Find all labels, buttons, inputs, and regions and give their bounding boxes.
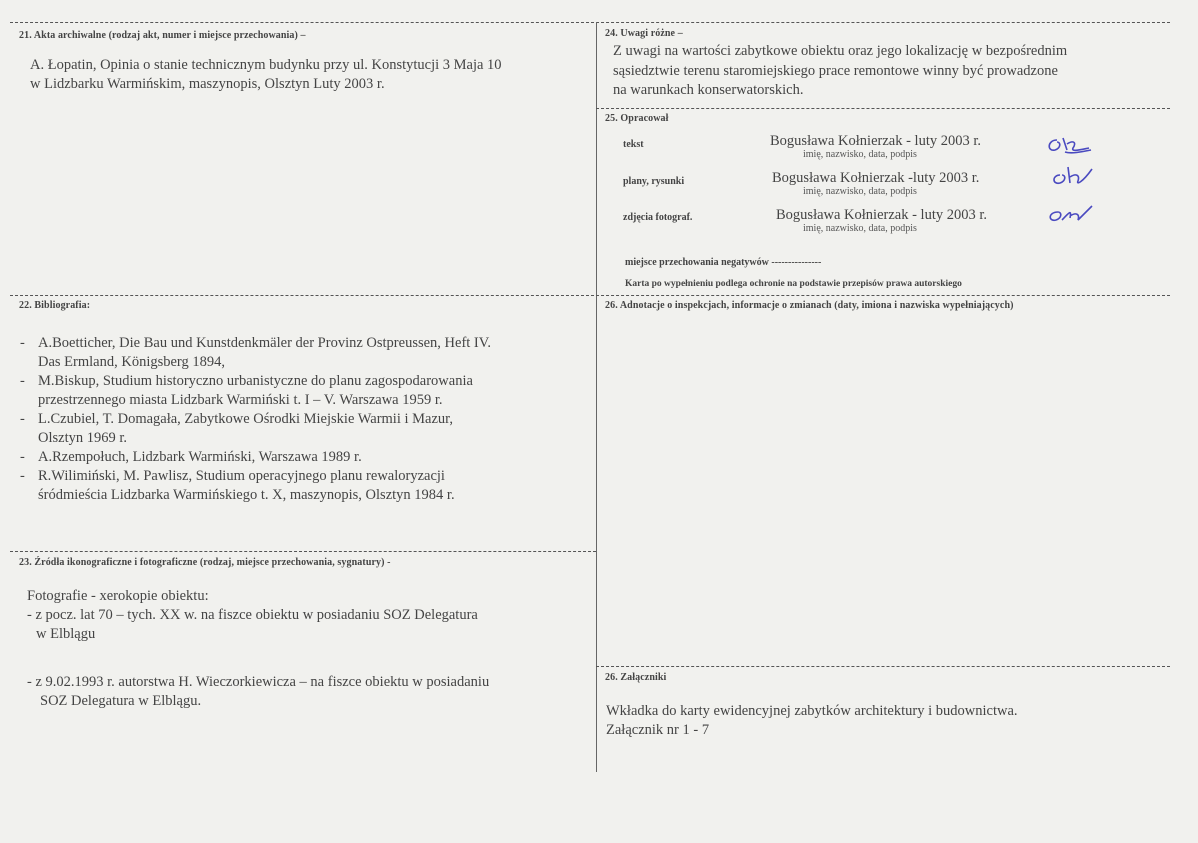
author-row-photos-hint: imię, nazwisko, data, podpis	[803, 223, 917, 234]
author-row-text-hint: imię, nazwisko, data, podpis	[803, 149, 917, 160]
section-21-line-1: A. Łopatin, Opinia o stanie technicznym budynku przy ul. Konstytucji 3 Maja 10	[30, 57, 502, 73]
section-24-label: 24. Uwagi różne –	[605, 28, 683, 39]
list-item: - R.Wilimiński, M. Pawlisz, Studium operacyjnego planu rewaloryzacji śródmieścia Lidzbarka Warmińskiego t. X, maszynopis, Olsztyn 1984 r.	[20, 468, 455, 503]
attachments-line-1: Wkładka do karty ewidencyjnej zabytków architektury i budownictwa.	[606, 703, 1018, 719]
divider-24-25	[596, 108, 1170, 109]
copyright-note: Karta po wypełnieniu podlega ochronie na podstawie przepisów prawa autorskiego	[625, 279, 962, 289]
section-26-attachments-label: 26. Załączniki	[605, 672, 667, 683]
signature-mark-1	[1043, 132, 1093, 158]
attachments-line-2: Załącznik nr 1 - 7	[606, 722, 710, 738]
section-26-annotations-label: 26. Adnotacje o inspekcjach, informacje o zmianach (daty, imiona i nazwiska wypełniających)	[605, 300, 1014, 311]
list-item: - A.Boetticher, Die Bau und Kunstdenkmäler der Provinz Ostpreussen, Heft IV. Das Ermland, Königsberg 1894,	[20, 335, 491, 370]
section-24-line-3: na warunkach konserwatorskich.	[613, 82, 804, 98]
list-item: - M.Biskup, Studium historyczno urbanistyczne do planu zagospodarowania przestrzennego miasta Lidzbark Warmiński t. I – V. Warszawa 1959 r.	[20, 373, 473, 408]
author-row-plans-key: plany, rysunki	[623, 176, 685, 187]
section-23-heading: Fotografie - xerokopie obiektu:	[27, 588, 209, 604]
signature-mark-2	[1050, 163, 1096, 189]
section-23-item-1-line-2: w Elblągu	[36, 626, 96, 642]
divider-22-23	[10, 551, 596, 552]
center-divider	[596, 22, 597, 772]
divider-26a-26b	[596, 666, 1170, 667]
bibliography-list	[20, 334, 491, 505]
section-23-label: 23. Źródła ikonograficzne i fotograficzne (rodzaj, miejsce przechowania, sygnatury) -	[19, 557, 391, 568]
author-row-plans-hint: imię, nazwisko, data, podpis	[803, 186, 917, 197]
author-row-text-key: tekst	[623, 139, 644, 150]
divider-row1-row2	[10, 295, 1170, 296]
negatives-storage-label: miejsce przechowania negatywów ---------------	[625, 257, 822, 268]
author-row-photos-name: Bogusława Kołnierzak - luty 2003 r.	[776, 207, 988, 223]
author-row-photos-key: zdjęcia fotograf.	[623, 212, 693, 223]
list-item: - A.Rzempołuch, Lidzbark Warmiński, Warszawa 1989 r.	[20, 449, 362, 465]
author-row-text-name: Bogusława Kołnierzak - luty 2003 r.	[770, 133, 982, 149]
section-23-item-1-line-1: - z pocz. lat 70 – tych. XX w. na fiszce obiektu w posiadaniu SOZ Delegatura	[27, 607, 478, 623]
section-22-label: 22. Bibliografia:	[19, 300, 91, 311]
author-row-plans-name: Bogusława Kołnierzak -luty 2003 r.	[772, 170, 980, 186]
section-23-item-2-line-2: SOZ Delegatura w Elblągu.	[40, 693, 202, 709]
section-23-item-2-line-1: - z 9.02.1993 r. autorstwa H. Wieczorkiewicza – na fiszce obiektu w posiadaniu	[27, 674, 490, 690]
section-21-label: 21. Akta archiwalne (rodzaj akt, numer i miejsce przechowania) –	[19, 30, 306, 41]
list-item: - L.Czubiel, T. Domagała, Zabytkowe Ośrodki Miejskie Warmii i Mazur, Olsztyn 1969 r.	[20, 411, 454, 446]
section-24-line-2: sąsiedztwie terenu staromiejskiego prace remontowe winny być prowadzone	[613, 63, 1058, 79]
section-24-line-1: Z uwagi na wartości zabytkowe obiektu oraz jego lokalizację w bezpośrednim	[613, 43, 1068, 59]
signature-mark-3	[1046, 200, 1094, 226]
top-border	[10, 22, 1170, 23]
section-21-line-2: w Lidzbarku Warmińskim, maszynopis, Olsztyn Luty 2003 r.	[30, 76, 385, 92]
section-25-label: 25. Opracował	[605, 113, 669, 124]
